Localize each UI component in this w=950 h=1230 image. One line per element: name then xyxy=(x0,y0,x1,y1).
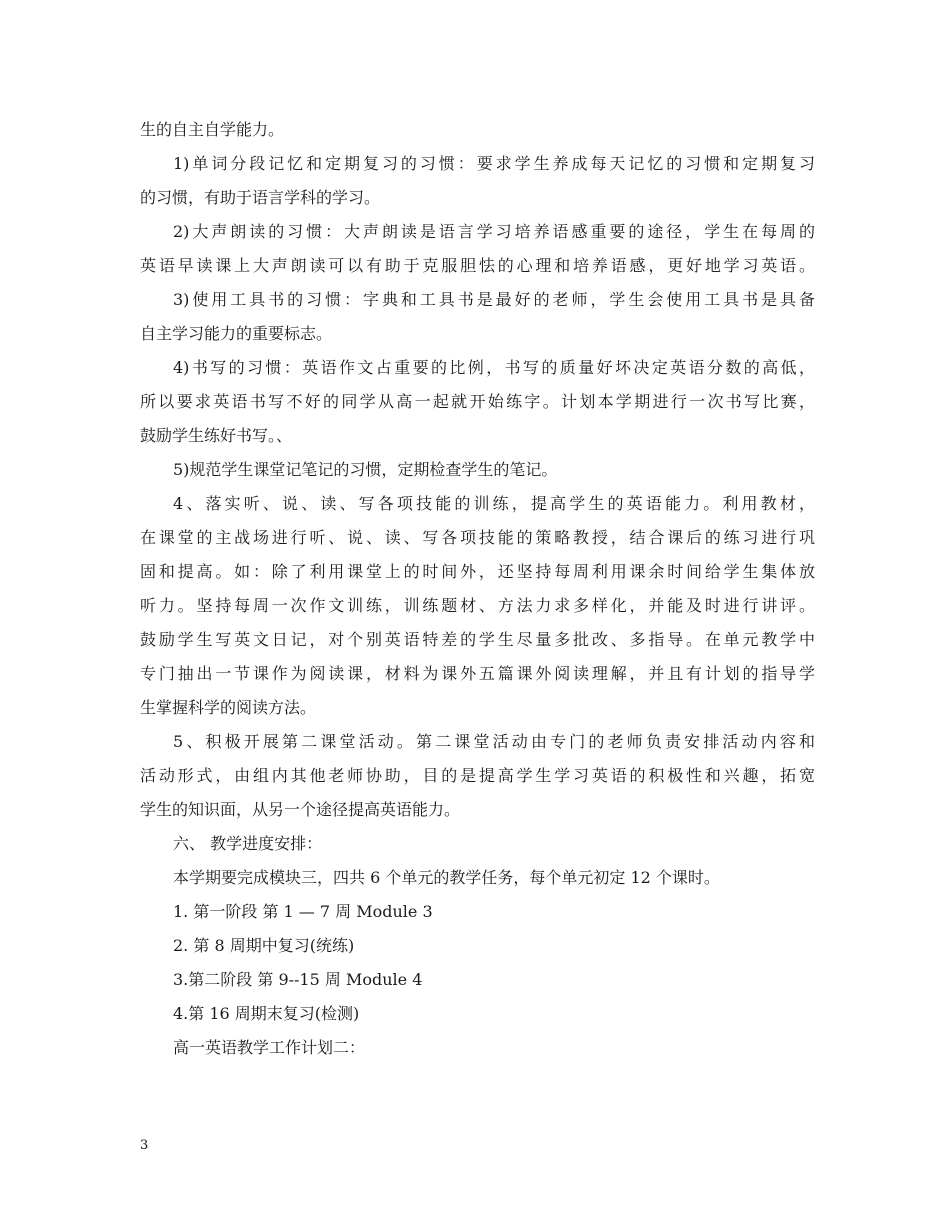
text-line: 3)使用工具书的习惯：字典和工具书是最好的老师，学生会使用工具书是具备 xyxy=(173,290,815,309)
text-line: 所以要求英语书写不好的同学从高一起就开始练字。计划本学期进行一次书写比赛， xyxy=(140,392,815,411)
text-line: 4.第 16 周期末复习(检测) xyxy=(173,1004,360,1023)
text-line: 学生的知识面，从另一个途径提高英语能力。 xyxy=(140,800,461,819)
text-line: 本学期要完成模块三，四共 6 个单元的教学任务，每个单元初定 12 个课时。 xyxy=(173,868,720,887)
text-line: 2)大声朗读的习惯：大声朗读是语言学习培养语感重要的途径，学生在每周的 xyxy=(173,222,815,241)
text-line: 1. 第一阶段 第 1 — 7 周 Module 3 xyxy=(173,902,433,921)
text-line: 固和提高。如：除了利用课堂上的时间外，还坚持每周利用课余时间给学生集体放 xyxy=(140,562,815,581)
text-line: 生的自主自学能力。 xyxy=(140,120,285,139)
text-line: 鼓励学生写英文日记，对个别英语特差的学生尽量多批改、多指导。在单元教学中 xyxy=(140,630,815,649)
text-line: 听力。坚持每周一次作文训练，训练题材、方法力求多样化，并能及时进行讲评。 xyxy=(140,596,815,615)
text-line: 2. 第 8 周期中复习(统练) xyxy=(173,936,355,955)
text-line: 英语早读课上大声朗读可以有助于克服胆怯的心理和培养语感，更好地学习英语。 xyxy=(140,256,815,275)
text-line: 4)书写的习惯：英语作文占重要的比例，书写的质量好坏决定英语分数的高低， xyxy=(173,358,815,377)
document-body xyxy=(140,113,815,1065)
text-line: 生掌握科学的阅读方法。 xyxy=(140,698,317,717)
text-line: 高一英语教学工作计划二： xyxy=(173,1038,366,1057)
text-line: 活动形式，由组内其他老师协助，目的是提高学生学习英语的积极性和兴趣，拓宽 xyxy=(140,766,815,785)
text-line: 鼓励学生练好书写。、 xyxy=(140,426,293,445)
text-line: 1)单词分段记忆和定期复习的习惯：要求学生养成每天记忆的习惯和定期复习 xyxy=(173,154,815,173)
text-line: 的习惯，有助于语言学科的学习。 xyxy=(140,188,381,207)
text-line: 4、落实听、说、读、写各项技能的训练，提高学生的英语能力。利用教材， xyxy=(173,494,815,513)
text-line: 5)规范学生课堂记笔记的习惯，定期检查学生的笔记。 xyxy=(173,460,558,479)
text-line: 在课堂的主战场进行听、说、读、写各项技能的策略教授，结合课后的练习进行巩 xyxy=(140,528,815,547)
text-line: 专门抽出一节课作为阅读课，材料为课外五篇课外阅读理解，并且有计划的指导学 xyxy=(140,664,815,683)
text-line: 3.第二阶段 第 9--15 周 Module 4 xyxy=(173,970,423,989)
text-line: 5、积极开展第二课堂活动。第二课堂活动由专门的老师负责安排活动内容和 xyxy=(173,732,815,751)
text-line: 六、 教学进度安排： xyxy=(173,834,323,853)
page-number: 3 xyxy=(140,1138,149,1153)
text-line: 自主学习能力的重要标志。 xyxy=(140,324,333,343)
